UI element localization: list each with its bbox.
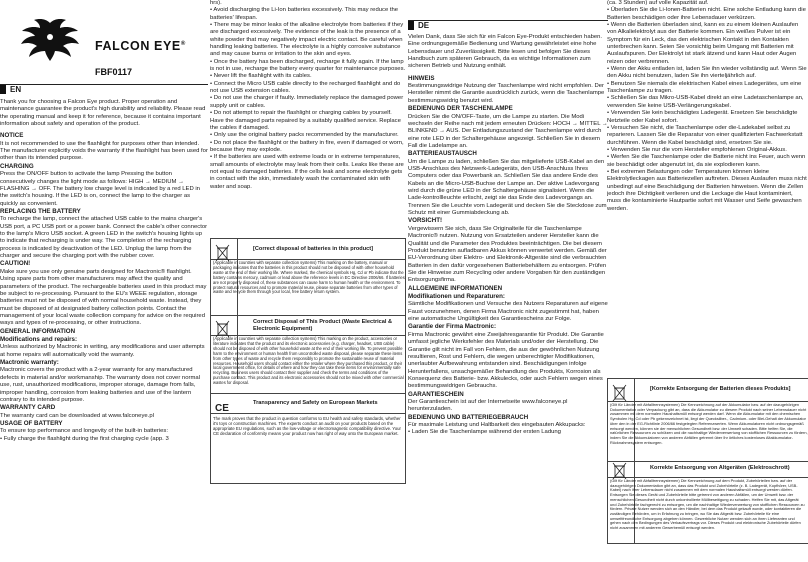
column-de-1 (408, 0, 608, 562)
en-body (0, 99, 208, 443)
section-heading: BATTERIEAUSTAUSCH (408, 150, 477, 158)
disposal-batteries-detail (211, 259, 405, 316)
svg-text:CE: CE (215, 403, 229, 414)
crossed-bin-icon (612, 384, 627, 402)
section-heading: WARRANTY CARD (0, 404, 56, 412)
disposal-batteries-row (211, 239, 405, 260)
model-number: FBF0117 (95, 67, 133, 77)
battery-usage-text: hrs). • Avoid discharging the Li-Ion batteries excessively. This may reduce the batteries' lifespan. • There may be minor leaks of the alkaline electrolyte from batteries if they are discharged excessively. The evidence of the leak is the presence of a white powder that may negatively impact electric contact. Be careful when handling leaking batteries. The electrolyte is a highly corrosive substance and may cause burns or irritation to the skin and eyes. • Once the battery has been discharged, recharge it fully again. If the lamp is not in use, recharge the battery every quarter for maintenance purposes. • Never lift the flashlight with its cables. • Connect the Micro USB cable directly to the recharged flashlight and do not use USB extension cables. • Do not use the charger if faulty. Immediately replace the damaged power supply unit or cables. • Do not attempt to repair the flashlight or charging cables by yourself. Have the damaged parts repaired by a suitably qualified service. Replace the cables if damaged. • Only use the original battery packs recommended by the manufacturer. • Do not place the flashlight or the battery in fire, even if damaged or worn, because they may explode. • If the batteries are used with extreme loads or in extreme temperatures, small amounts of electrolyte may leak from their cells. Leaks like these are not equal to damaged batteries. If the cells leak and some electrolyte gets in contact with the skin, immediately wash the contaminated skin with water and soap. (210, 0, 406, 190)
section-text: Mactronic covers the product with a 2-year warranty for any manufactured defects in material and/or workmanship. The warranty does not cover normal use, rust, unauthorized modifications, improper storage, damage from falls, improper handling, corrosion from leaking batteries and use of the lantern contrary to its intended purpose. (0, 367, 200, 403)
ce-detail-text: The mark proves that the product in question conforms to EU health and safety standards, whether it's toys or construction machines. The experts conduct an audit on your products based on the appropriate EU regulations, such as the low-voltage or electromagnetic compatibility directive. Your CE declaration of conformity means your product now has right of way onto the European market. (213, 416, 401, 437)
disposal-batteries-detail-de (608, 401, 808, 462)
battery-usage-text-de: (ca. 3 Stunden) auf volle Kapazität auf. • Überladen Sie die Li-Ionen-Batterien nicht. Eine solche Entladung kann die Batterien beschädigen oder ihre Lebensdauer verkürzen. • Wenn die Batterien überladen sind, kann es zu einem kleinen Auslaufen von Alkalielektrolyt aus der Batterie kommen. Ein weißes Pulver ist ein Symptom für ein Leck, das den elektrischen Kontakt in den Kontakten unterbrechen kann. Seien Sie vorsichtig beim Umgang mit Batterien mit Auslaufspuren. Der Elektrolyt ist stark ätzend und kann Haut oder Augen reizen oder verbrennen. • Wenn der Akku entladen ist, laden Sie ihn wieder vollständig auf. Wenn Sie den Akku nicht benutzen, laden Sie ihn vierteljährlich auf. • Benutzen Sie niemals die elektrischen Kabel eines Ladegerätes, um eine Taschenlampe zu tragen. • Schließen Sie das Mikro-USB-Kabel direkt an eine Ladetaschenlampe an, verwenden Sie keine USB-Verlängerungskabel. • Verwenden Sie kein beschädigtes Ladegerät. Ersetzen Sie beschädigte Netzteile oder Kabel sofort. • Versuchen Sie nicht, die Taschenlampe oder die-Ladekabel selbst zu reparieren. Lassen Sie die Reparatur von einer qualifizierten Fachwerkstatt durchführen. Wenn die Kabel beschädigt sind, ersetzen Sie sie. • Verwenden Sie nur die vom Hersteller empfohlenen Original-Akkus. • Werfen Sie die Taschenlampe oder die Batterie nicht ins Feuer, auch wenn sie beschädigt oder abgenutzt ist, da sie explodieren kann. • Bei extremen Belastungen oder Temperaturen können kleine Elektrolytleckagen aus Batteriezellen auftreten. Dieses Auslaufen muss nicht unbedingt auf eine Beschädigung der Batterien hinweisen. Wenn die Zellen jedoch ihre Dichtigkeit verlieren und die Leckage die Haut kontaminiert, muss die kontaminierte Hautpartie sofort mit Wasser und Seife gewaschen werden. (607, 0, 807, 212)
section-heading: CHARGING (0, 162, 34, 170)
ce-mark-icon (215, 398, 230, 416)
section-heading: VORSICHT! (408, 217, 443, 225)
section-heading: ALLGEMEINE INFORMATIONEN (408, 284, 503, 292)
section-text: Firma Mactronic gewährt eine Zweijahresgarantie für Produkt. Die Garantie umfasst jegliche Werksfehler des Materials und/oder der Herstellung. Die Garantie gilt nicht im Fall von Fehlern, die aus der gewöhnlichen Nutzung resultieren, Rost und Fehlern, die wegen unberechtigter Modifikationen, unerlaubter Aufbewahrung entstanden sind. Beschädigungen infolge Herunterfallens, unsachgemäßer Behandlung des Produkts, Korrosion als Konsequenz des Batterie- bzw. Akkulecks, oder auch Fehlern wegen eines bestimmungswidrigen Gebrauchs. (408, 331, 604, 390)
disposal-box-group (210, 238, 406, 484)
box-title: Transparency and Safety on European Markets (253, 400, 378, 406)
box-small-text: (Gilt für Länder mit Abfalltrennsystemen) Die Kennzeichnung auf der Akkumulator bzw. auf der dazugehörigen Dokumentation oder Verpackung gibt an, dass die Akkumulator zu diesem Produkt nach seiner Lebensdauer nicht zusammen mit dem normalen Haushaltsmüll entsorgt werden darf. Wenn die Akkumulator mit den chemischen Symbolen Hg, Cd oder Pb gekennzeichnet ist, liegt der Quecksilber-, Cadmium- oder Blei-Gehalt der Akkumulator über den in der EG-Richtlinie 2006/66 festgelegten Referenzwerten. Wenn Akkumulatoren nicht ordnungsgemäß entsorgt werden, können sie der menschlichen Gesundheit bzw. der Umwelt schaden. Bitte helfen Sie, die natürlichen Ressourcen zu schützen und die nachhaltige Wiederverwertung von stofflichen Ressourcen zu fördern, indem Sie die Akkumulatoren von anderen Abfällen getrennt über Ihr örtliches kostenloses Altakkumulator-Rücknahmesystem entsorgen. (610, 402, 808, 445)
section-heading: Mactronic warranty: (0, 359, 59, 367)
section-text: Make sure you use only genuine parts designed for Mactronic® flashlight. Using spare parts from other manufacturers may affect the quality and parameters of the product. The rechargeable batteries used in this product may be subject to re-processing. Pursuant to the EU's WEEE regulation, storage batteries must not be disposed of with normal household waste. Instead, they must be disposed of at designated battery collection points. Contact the management of your local waste collection company for advice on the required ways and types of re-processing, or other instructions. (0, 268, 207, 327)
intro-text: Vielen Dank, dass Sie sich für ein Falcon Eye-Produkt entschieden haben. Eine ordnungsgemäße Bedienung und Wartung gewährleistet eine hohe Lebensdauer und Zuverlässigkeit. Bitte lesen und befolgen Sie dieses Handbuch zum späteren Gebrauch, da es wichtige Informationen zum sicheren Betrieb und Nutzung enthält. (408, 34, 603, 70)
section-heading: USAGE OF BATTERY (0, 419, 63, 427)
section-text: The warranty card can be downloaded at www.falconeye.pl (0, 412, 154, 419)
box-small-text: (Applicable in countries with separate collection systems) This marking on the product, accessories or literature indicates that the product and its electronic accessories (e.g. charger, headset, USB cable) should not be disposed of with other household waste at the end of their working life. To prevent possible harm to the environment or human health from uncontrolled waste disposal, please separate these items from other types of waste and recycle them responsibly to promote the sustainable reuse of material resources. Household users should contact either the retailer where they purchased this product, or their local government office, for details of where and how they can take these items for environmentally safe recycling. Business users should contact their supplier and check the terms and conditions of the purchase contract. This product and its electronic accessories should not be mixed with other commercial wastes for disposal. (213, 336, 404, 386)
column-de-2 (607, 0, 808, 562)
section-heading: Modifikationen und Reparaturen: (408, 293, 505, 300)
falcon-logo-icon (20, 17, 80, 62)
section-heading: HINWEIS (408, 74, 435, 82)
brand-logo (20, 17, 208, 77)
lang-header-de (408, 20, 608, 30)
section-heading: BEDIENUNG DER TASCHENLAMPE (408, 105, 513, 113)
section-text: Für maximale Leistung und Haltbarkeit des eingebauten Akkupacks: • Laden Sie die Taschenlampe während der ersten Ladung (408, 422, 586, 436)
section-text: Sämtliche Modifikationen und Versuche des Nutzers Reparaturen auf eigene Faust vorzunehmen, denen Firma Mactronic nicht zugestimmt hat, haben eine automatische Ungültigkeit des Garantiescheins zur Folge. (408, 301, 608, 323)
lang-label: DE (418, 21, 430, 30)
box-title: Korrekte Entsorgung von Altgeräten (Elektroschrott) (650, 465, 790, 471)
disposal-batteries-row-de (608, 379, 808, 402)
section-text: Drücken Sie die ON/OFF-Taste, um die Lampe zu starten. Die Modi wechseln der Reihe nach mit jedem erneuten Drücken: HOCH → MITTEL → BLINKEND → AUS. Der Entladungszustand der Taschenlampe wird durch eine rote LED in der Schaltergehäuse angezeigt. Schließen Sie in diesem Fall die Ladelampe an. (408, 113, 608, 149)
section-text: To recharge the lamp, connect the attached USB cable to the mains charger's USB port, a PC USB port or a power bank. Connect the cable's other connector to the lamp's Micro USB socket. A green LED in the switch's housing lights up to indicate that recharging is under way. The completion of the recharging process is indicated by deactivation of the LED. Unplug the lamp from the charger and secure the charging port with the rubber cover. (0, 216, 208, 260)
brand-name: FALCON EYE® (95, 39, 186, 53)
disposal-box-group-de (607, 378, 808, 544)
disposal-weee-row (211, 315, 405, 336)
section-heading: REPLACING THE BATTERY (0, 207, 81, 215)
box-small-text: (Gilt für Länder mit Abfalltrennsystemen) Die Kennzeichnung auf dem Produkt, Zubehörteilen bzw. auf der dazugehörigen Dokumentation gibt an, dass das Produkt und Zubehörteile (z. B. Ladegerät, Kopfhörer, USB-Kabel) nach ihrer Lebensdauer nicht zusammen mit dem normalen Haushaltsmüll entsorgt werden dürfen. Entsorgen Sie dieses Gerät und Zubehörteile bitte getrennt von anderen Abfällen, um der Umwelt bzw. der menschlichen Gesundheit nicht durch unkontrollierte Müllbeseitigung zu schaden. Helfen Sie mit, das Altgerät und Zubehörteile fachgerecht zu entsorgen, um die nachhaltige Wiederverwertung von stofflichen Ressourcen zu fördern. Private Nutzer wenden sich an den Händler, bei dem das Produkt gekauft wurde, oder kontaktieren die zuständigen Behörden, um in Erfahrung zu bringen, wo Sie das Altgerät bzw. Zubehörteile für eine umweltfreundliche Entsorgung abgeben können. Gewerbliche Nutzer wenden sich an ihren Lieferanten und gehen nach den Bedingungen des Verkaufsvertrags vor. Dieses Produkt und elektronische Zubehörteile dürfen nicht zusammen mit anderem Gewerbemüll entsorgt werden. (610, 478, 805, 531)
section-heading: NOTICE (0, 132, 24, 140)
disposal-weee-detail (211, 335, 405, 394)
section-text: Unless authorized by Mactronic in writing, any modifications and user attempts at home repairs will automatically void the warranty. (0, 344, 205, 358)
lang-header-en (0, 84, 208, 94)
box-title: Correct Disposal of This Product (Waste Electrical & Electronic Equipment) (253, 319, 393, 332)
ce-row (211, 393, 405, 414)
box-title: [Correct disposal of batteries in this product] (253, 246, 373, 252)
section-text: Vergewissern Sie sich, dass Sie Originalteile für die Taschenlampe Mactronic® nutzen. Nutzung von Ersatzteilen anderer Hersteller kann die Qualität und die Parameter des Produktes beeinträchtigen. Die bei diesem Produkt benutzten aufladbaren Akkus können verwertet werden. Gemäß der EU-Verordnung über Elektro- und Elektronik-Altgeräte sind die verbrauchten Batterien in den dafür vorgesehenen Batteriebehältern zu entsorgen. Prüfen Sie die Hinweise zum Recycling oder andere Vorgaben für den zuständigen Entsorgungsfirma. (408, 225, 607, 284)
section-heading: Garantie der Firma Mactronic: (408, 323, 497, 331)
section-heading: CAUTION! (0, 260, 31, 268)
section-text: Press the ON/OFF button to activate the lamp Pressing the button consecutively changes the light mode as follows: HIGH → MEDIUM → FLASHING → OFF. The battery low charge level is indicated by a red LED in the switch's housing. If the LED is on, connect the lamp to the charger as quickly as convenient. (0, 171, 200, 207)
section-text: Der Garantieschein ist auf der Internetseite www.falconeye.pl herunterzuladen. (408, 399, 568, 413)
section-heading: BEDIENUNG UND BATTERIEGEBRAUCH (408, 413, 529, 421)
disposal-weee-row-de (608, 461, 808, 478)
de-body (408, 34, 608, 437)
section-heading: Modifications and repairs: (0, 335, 78, 343)
section-text: Um die Lampe zu laden, schließen Sie das mitgelieferte USB-Kabel an den USB-Anschluss des Netzwerk-Ladegeräts, den USB-Anschluss Ihres Computers oder das Powerbank an. Schließen Sie das andere Ende des Kabels an die Micro-USB-Buchse der Lampe an. Der aktive Ladevorgang wird durch die grüne LED in der Schaltergehäuse signalisiert. Wenn die Lade-kontrollleuchte erlischt, zeigt sie das Ende des Ladevorgangs an. Trennen Sie die Leuchte vom Ladegerät und decken Sie die Steckdose zum Schutz mit einer Gummiabdeckung ab. (408, 158, 607, 217)
section-heading: GENERAL INFORMATION (0, 327, 76, 335)
lang-label: EN (10, 85, 22, 94)
column-en-1 (0, 0, 208, 562)
intro-text: Thank you for choosing a Falcon Eye product. Proper operation and maintenance guarantee the product's high durability and reliability. Please read the operating manual and keep it for reference, because it contains important information about safety and operation of the product. (0, 99, 206, 128)
section-heading: GARANTIESCHEIN (408, 390, 464, 398)
section-text: Bestimmungswidrige Nutzung der Taschenlampe wird nicht empfohlen. Der Hersteller nimmt die Garantie ausdrücklich zurück, wenn die Taschenlampe bestimmungswidrig benutzt wird. (408, 83, 605, 104)
section-text: It is not recommended to use the flashlight for purposes other than intended. The manufacturer explicitly voids the warranty if the flashlight has been used for other than its intended purpose. (0, 140, 208, 162)
section-text: To ensure top performance and longevity of the built-in batteries: • Fully charge the flashlight during the first charging cycle (app. 3 (0, 428, 169, 442)
column-en-2 (210, 0, 406, 562)
box-small-text: (Applicable in countries with separate collection systems) This marking on the battery, manual or packaging indicates that the batteries in this product should not be disposed of with other household waste at the end of their working life. Where marked, the chemical symbols Hg, Cd or Pb indicate that the battery contains mercury, cadmium or lead above the reference levels in EC Directive 2006/66. If batteries are not properly disposed of, these substances can cause harm to human health or the environment. To protect natural resources and to promote material reuse, please separate batteries from other types of waste and recycle them through your local, free battery return system. (213, 260, 405, 295)
box-title: [Korrekte Entsorgung der Batterien dieses Produkts] (650, 386, 791, 392)
